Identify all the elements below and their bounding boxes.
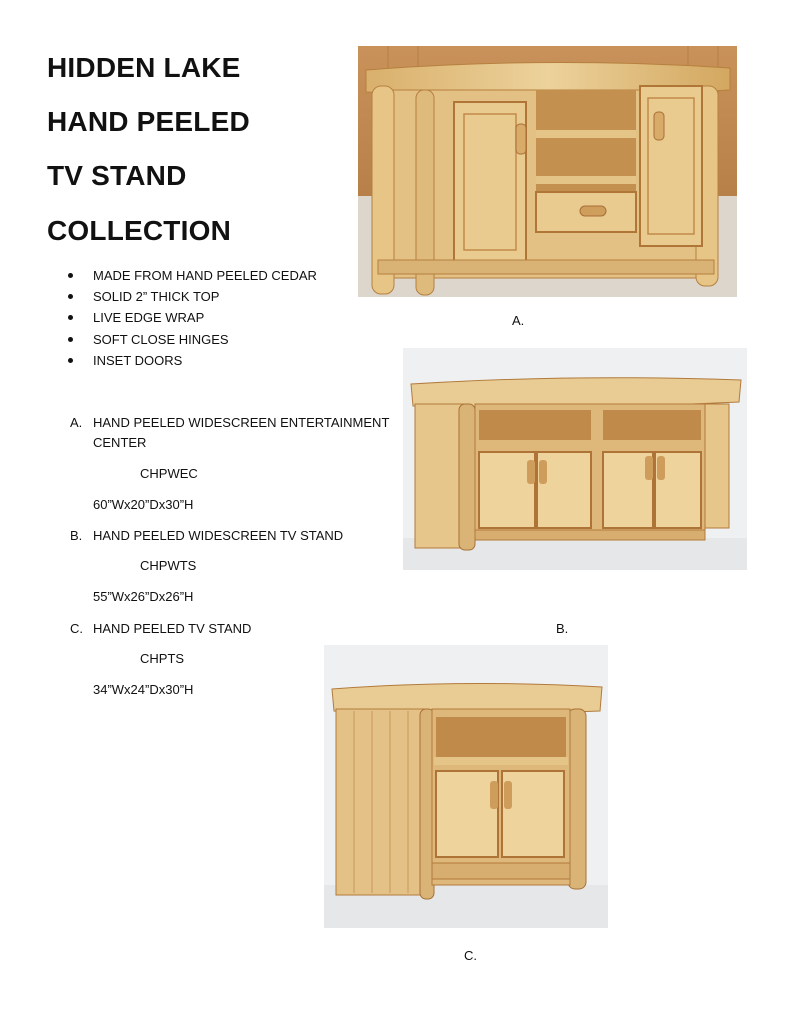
product-b-name: HAND PEELED WIDESCREEN TV STAND xyxy=(93,528,344,543)
feature-item: MADE FROM HAND PEELED CEDAR xyxy=(66,265,317,286)
caption-a: A. xyxy=(512,313,525,328)
title-line-2: HAND PEELED xyxy=(47,106,250,137)
product-c-letter: C. xyxy=(70,621,83,636)
feature-item: LIVE EDGE WRAP xyxy=(66,307,317,328)
product-a-code: CHPWEC xyxy=(140,466,198,481)
title-line-1: HIDDEN LAKE xyxy=(47,52,241,83)
widescreen-tv-stand-illustration xyxy=(403,348,747,570)
feature-item: SOFT CLOSE HINGES xyxy=(66,329,317,350)
photo-tv-stand xyxy=(324,645,608,928)
caption-c: C. xyxy=(464,948,477,963)
photo-widescreen-tv-stand xyxy=(403,348,747,570)
caption-b: B. xyxy=(556,621,569,636)
product-a-dims: 60”Wx20”Dx30”H xyxy=(93,497,194,512)
product-a-name: HAND PEELED WIDESCREEN ENTERTAINMENT CENTER xyxy=(93,415,390,450)
photo-entertainment-center xyxy=(358,46,737,297)
feature-item: INSET DOORS xyxy=(66,350,317,371)
product-c-code: CHPTS xyxy=(140,651,185,666)
title-line-4: COLLECTION xyxy=(47,215,231,246)
product-b-dims: 55”Wx26”Dx26”H xyxy=(93,589,194,604)
product-b-code: CHPWTS xyxy=(140,558,197,573)
feature-list xyxy=(66,265,317,371)
entertainment-center-illustration xyxy=(358,46,737,297)
product-c-name: HAND PEELED TV STAND xyxy=(93,621,252,636)
tv-stand-illustration xyxy=(324,645,608,928)
product-c-dims: 34”Wx24”Dx30”H xyxy=(93,682,194,697)
product-b-letter: B. xyxy=(70,528,83,543)
product-a-letter: A. xyxy=(70,415,83,430)
title-line-3: TV STAND xyxy=(47,160,187,191)
feature-item: SOLID 2” THICK TOP xyxy=(66,286,317,307)
